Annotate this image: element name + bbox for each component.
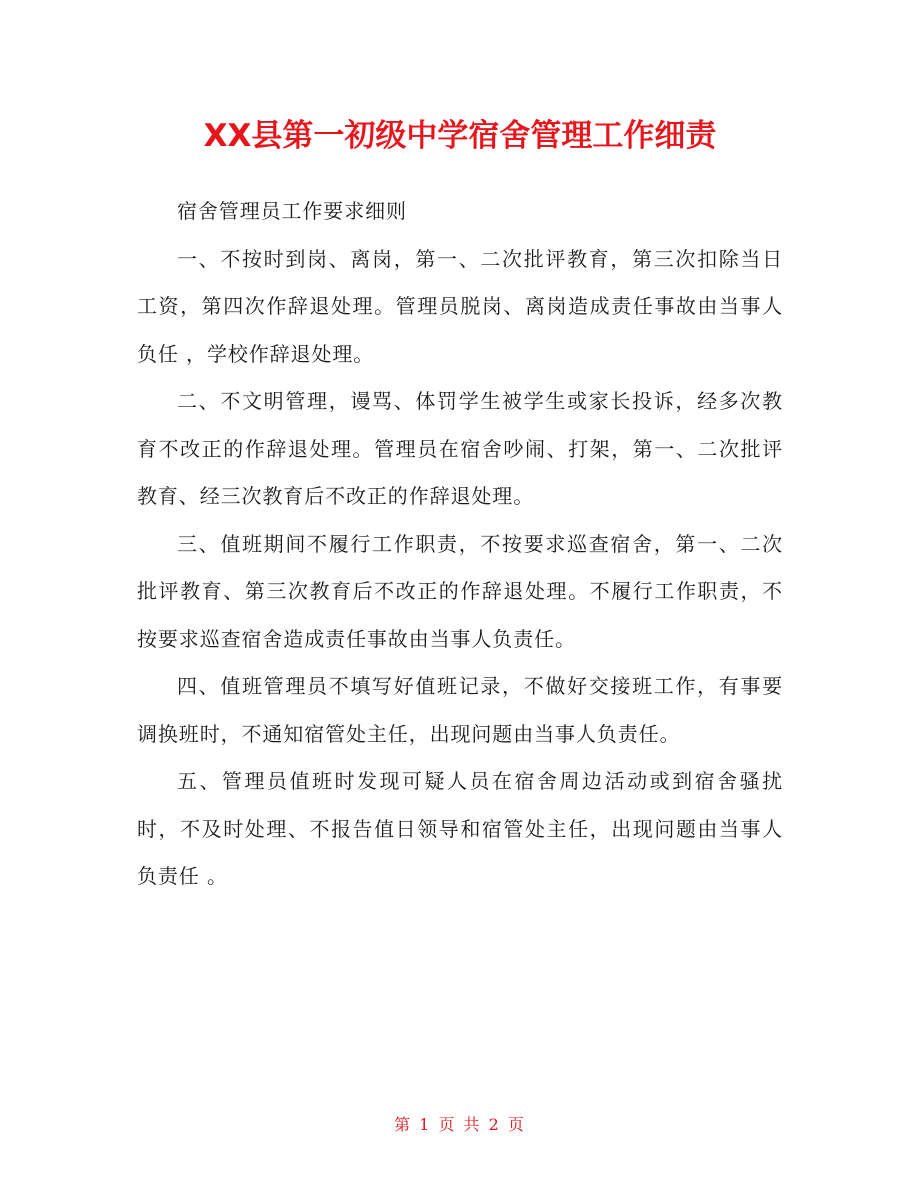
rule-paragraph-4: 四、值班管理员不填写好值班记录，不做好交接班工作，有事要调换班时，不通知宿管处主任，出现问题由当事人负责任。 (137, 674, 783, 746)
document-body (137, 188, 783, 901)
document-title: XX县第一初级中学宿舍管理工作细责 (203, 118, 717, 154)
section-heading: 宿舍管理员工作要求细则 (177, 199, 407, 223)
rule-paragraph-3: 三、值班期间不履行工作职责，不按要求巡查宿舍，第一、二次批评教育、第三次教育后不改正的作辞退处理。不履行工作职责，不按要求巡查宿舍造成责任事故由当事人负责任。 (137, 531, 783, 651)
page-footer: 第 1 页 共 2 页 (394, 1115, 526, 1134)
rule-paragraph-5: 五、管理员值班时发现可疑人员在宿舍周边活动或到宿舍骚扰时，不及时处理、不报告值日领导和宿管处主任，出现问题由当事人负责任 。 (137, 769, 783, 888)
rule-paragraph-2: 二、不文明管理，谩骂、体罚学生被学生或家长投诉，经多次教育不改正的作辞退处理。管理员在宿舍吵闹、打架，第一、二次批评教育、经三次教育后不改正的作辞退处理。 (137, 389, 783, 508)
rule-paragraph-1: 一、不按时到岗、离岗，第一、二次批评教育，第三次扣除当日工资，第四次作辞退处理。管理员脱岗、离岗造成责任事故由当事人负任 ，学校作辞退处理。 (137, 246, 783, 366)
